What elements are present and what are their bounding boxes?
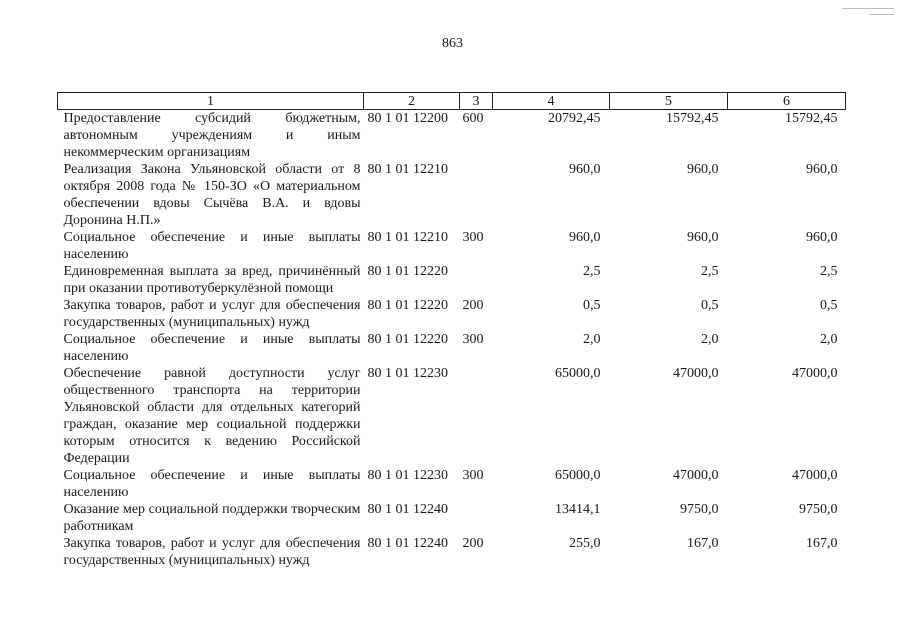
row-value-2: 2,5 [701,264,719,279]
table-row [58,229,846,263]
row-name: Единовременная выплата за вред, причинённый при оказании противотуберкулёзной помощи [63,264,361,296]
row-name: Закупка товаров, работ и услуг для обеспечения государственных (муниципальных) нужд [63,298,361,330]
row-name: Закупка товаров, работ и услуг для обеспечения государственных (муниципальных) нужд [63,536,361,568]
row-value-2: 167,0 [687,536,719,551]
row-type [460,365,493,467]
row-value-2: 9750,0 [680,502,719,517]
column-header: 5 [610,93,728,110]
column-header: 4 [493,93,610,110]
row-code: 80 1 01 12230 [367,366,448,381]
row-code: 80 1 01 12220 [367,264,448,279]
row-value-3: 960,0 [806,230,838,245]
page-number: 863 [442,36,463,51]
row-name: Социальное обеспечение и иные выплаты населению [63,332,361,364]
scan-artifact [870,14,894,15]
row-value-1: 13414,1 [555,502,601,517]
row-value-2: 2,0 [701,332,719,347]
row-type: 200 [462,298,484,313]
row-value-1: 65000,0 [555,468,601,483]
column-header: 1 [58,93,364,110]
row-type: 200 [462,536,484,551]
row-value-1: 2,0 [583,332,601,347]
budget-table [57,92,846,569]
row-value-3: 167,0 [806,536,838,551]
row-type: 300 [462,332,484,347]
row-value-3: 15792,45 [785,111,838,126]
column-header: 2 [364,93,460,110]
row-name: Социальное обеспечение и иные выплаты населению [63,230,361,262]
table-row [58,110,846,162]
row-value-1: 255,0 [569,536,601,551]
row-value-2: 960,0 [687,230,719,245]
row-name: Реализация Закона Ульяновской области от 8 октября 2008 года № 150-ЗО «О материальном обеспечении вдовы Сычёва В.А. и вдовы Доронина Н.П.» [63,162,361,228]
row-value-1: 20792,45 [548,111,601,126]
row-value-2: 47000,0 [673,366,719,381]
row-value-1: 65000,0 [555,366,601,381]
row-type: 600 [462,111,484,126]
row-type: 300 [462,230,484,245]
row-code: 80 1 01 12200 [367,111,448,126]
row-value-3: 960,0 [806,162,838,177]
table-row [58,467,846,501]
row-value-3: 47000,0 [792,366,838,381]
row-value-2: 15792,45 [666,111,719,126]
row-code: 80 1 01 12240 [367,536,448,551]
table-row [58,365,846,467]
row-value-3: 2,0 [820,332,838,347]
row-code: 80 1 01 12220 [367,298,448,313]
column-header: 3 [460,93,493,110]
row-name: Оказание мер социальной поддержки творческим работникам [63,502,361,534]
row-value-3: 2,5 [820,264,838,279]
scan-artifact [842,8,894,9]
column-header: 6 [728,93,846,110]
row-value-3: 9750,0 [799,502,838,517]
row-code: 80 1 01 12240 [367,502,448,517]
table-row [58,263,846,297]
row-value-2: 960,0 [687,162,719,177]
row-name: Предоставление субсидий бюджетным, автономным учреждениям и иным некоммерческим организациям [63,111,361,160]
row-value-3: 47000,0 [792,468,838,483]
row-type [460,161,493,229]
row-code: 80 1 01 12220 [367,332,448,347]
table-row [58,297,846,331]
row-code: 80 1 01 12230 [367,468,448,483]
row-type [460,501,493,535]
table-row [58,501,846,535]
table-row [58,331,846,365]
row-code: 80 1 01 12210 [367,230,448,245]
row-type: 300 [462,468,484,483]
row-value-1: 960,0 [569,162,601,177]
table-row [58,535,846,569]
row-value-2: 0,5 [701,298,719,313]
row-code: 80 1 01 12210 [367,162,448,177]
table-header-row [58,93,846,110]
row-value-3: 0,5 [820,298,838,313]
row-value-1: 0,5 [583,298,601,313]
table-row [58,161,846,229]
row-name: Обеспечение равной доступности услуг общественного транспорта на территории Ульяновской области для отдельных категорий граждан, оказание мер социальной поддержки которым относится к ведению Российской Федерации [63,366,361,466]
row-value-1: 960,0 [569,230,601,245]
row-value-2: 47000,0 [673,468,719,483]
row-name: Социальное обеспечение и иные выплаты населению [63,468,361,500]
row-value-1: 2,5 [583,264,601,279]
row-type [460,263,493,297]
